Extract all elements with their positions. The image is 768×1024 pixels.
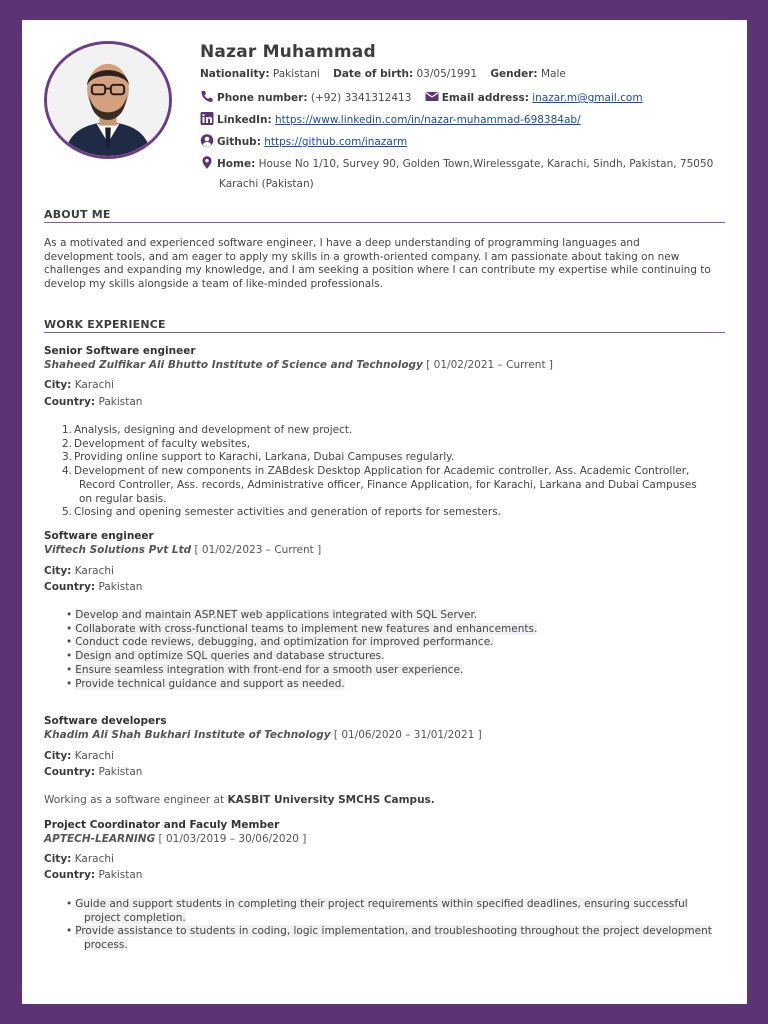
- about-line: develop my skills alongside a team of like-minded professionals.: [44, 278, 383, 291]
- item-text: Development of faculty websites,: [74, 437, 251, 450]
- dob-value: 03/05/1991: [416, 68, 478, 80]
- job-dates: [ 01/02/2021 – Current ]: [426, 359, 553, 371]
- list-item-continuation: [74, 479, 724, 493]
- item-text: Closing and opening semester activities and generation of reports for semesters.: [74, 506, 502, 519]
- job-organization: [44, 833, 306, 845]
- city-value: Karachi: [74, 750, 114, 762]
- item-text: Guide and support students in completing their project requirements within specified deadlines, ensuring successful: [75, 898, 688, 910]
- job-city: [44, 853, 114, 865]
- linkedin-icon: [200, 112, 214, 125]
- github-row: [200, 134, 407, 148]
- contact-row: [200, 90, 643, 104]
- job-title: Software developers: [44, 715, 167, 727]
- list-item: • Design and optimize SQL queries and database structures.: [66, 650, 385, 663]
- dob-label: Date of birth:: [333, 68, 414, 80]
- list-item: • Provide assistance to students in coding, logic implementation, and troubleshooting throughout the project development process.: [66, 925, 712, 952]
- item-text: on regular basis.: [79, 492, 167, 505]
- about-paragraph: [44, 237, 724, 292]
- list-item: 2. Development of faculty websites,: [62, 437, 251, 450]
- work-section-title: WORK EXPERIENCE: [44, 318, 725, 333]
- item-text: Record Controller, Ass. records, Administrative officer, Finance Application, for Karachi, Larkana and Dubai Campuses: [79, 478, 697, 491]
- list-item: 3. Providing online support to Karachi, Larkana, Dubai Campuses regularly.: [62, 451, 455, 464]
- about-line: As a motivated and experienced software engineer, I have a deep understanding of programming languages and: [44, 237, 640, 249]
- envelope-icon: [425, 90, 439, 103]
- profile-photo: [44, 41, 172, 159]
- github-link[interactable]: https://github.com/inazarm: [264, 136, 408, 148]
- phone-label: Phone number:: [217, 92, 308, 104]
- candidate-name: Nazar Muhammad: [200, 42, 376, 62]
- resume-page: [22, 20, 747, 1004]
- city-value: Karachi: [74, 853, 114, 865]
- about-line: challenges and expanding my knowledge, and I am seeking a position where I can contribute my expertise while continuing to: [44, 264, 711, 277]
- list-item: • Conduct code reviews, debugging, and optimization for improved performance.: [66, 636, 494, 649]
- job-country: [44, 869, 142, 881]
- email-label: Email address:: [441, 92, 529, 104]
- job-title: Software engineer: [44, 530, 154, 542]
- phone-value: (+92) 3341312413: [310, 92, 412, 104]
- home-address-line-2: Karachi (Pakistan): [219, 178, 314, 190]
- list-item: 1. Analysis, designing and development of new project.: [62, 424, 353, 436]
- item-text: Provide technical guidance and support as needed.: [75, 677, 345, 690]
- job-duties-list: [64, 609, 724, 691]
- github-label: Github:: [217, 136, 261, 148]
- job-duties-list: [64, 898, 724, 953]
- list-item: 4. Development of new components in ZABdesk Desktop Application for Academic controller, Ass. Academic Controller,: [62, 465, 690, 478]
- item-text-continuation: process.: [84, 939, 128, 952]
- job-dates: [ 01/02/2023 – Current ]: [194, 544, 322, 556]
- linkedin-link[interactable]: https://www.linkedin.com/in/nazar-muhammad-698384ab/: [275, 114, 581, 126]
- country-value: Pakistan: [98, 581, 143, 593]
- home-label: Home:: [217, 158, 256, 170]
- job-city: [44, 379, 114, 391]
- city-value: Karachi: [74, 379, 114, 391]
- job-organization: [44, 359, 553, 371]
- item-text-continuation: project completion.: [84, 911, 186, 924]
- item-text: Collaborate with cross-functional teams to implement new features and enhancements.: [75, 622, 538, 635]
- job-dates: [ 01/03/2019 – 30/06/2020 ]: [158, 833, 307, 845]
- country-value: Pakistan: [98, 766, 143, 778]
- job-organization: [44, 544, 321, 556]
- country-label: Country:: [44, 869, 96, 881]
- job-duties-list: [62, 424, 724, 520]
- item-text: Ensure seamless integration with front-end for a smooth user experience.: [75, 663, 464, 676]
- location-pin-icon: [200, 156, 214, 169]
- home-row: [200, 156, 713, 170]
- home-address-line-1: House No 1/10, Survey 90, Golden Town,Wirelessgate, Karachi, Sindh, Pakistan, 75050: [258, 158, 714, 170]
- linkedin-label: LinkedIn:: [217, 114, 272, 126]
- portrait-illustration: [47, 44, 169, 156]
- city-label: City:: [44, 379, 72, 391]
- city-label: City:: [44, 853, 72, 865]
- job-country: [44, 766, 142, 778]
- job-organization: [44, 729, 482, 741]
- item-text: Analysis, designing and development of new project.: [74, 424, 353, 436]
- personal-details-row: [200, 68, 566, 80]
- phone-icon: [200, 90, 214, 103]
- country-label: Country:: [44, 766, 96, 778]
- item-text: Development of new components in ZABdesk Desktop Application for Academic controller, Ass. Academic Controller,: [74, 465, 690, 478]
- item-text: Provide assistance to students in coding, logic implementation, and troubleshooting throughout the project development: [75, 925, 712, 938]
- list-item: • Collaborate with cross-functional teams to implement new features and enhancements.: [66, 622, 538, 635]
- gender-label: Gender:: [490, 68, 538, 80]
- job-note: [44, 794, 435, 806]
- job-dates: [ 01/06/2020 – 31/01/2021 ]: [333, 729, 482, 741]
- list-item: 5. Closing and opening semester activities and generation of reports for semesters.: [62, 506, 502, 519]
- city-label: City:: [44, 565, 72, 577]
- email-link[interactable]: inazar.m@gmail.com: [532, 92, 643, 104]
- nationality-label: Nationality:: [200, 68, 270, 80]
- list-item: • Provide technical guidance and support as needed.: [66, 677, 345, 690]
- list-item: • Ensure seamless integration with front-end for a smooth user experience.: [66, 663, 464, 676]
- job-country: [44, 396, 142, 408]
- employer-name: Viftech Solutions Pvt Ltd: [44, 544, 192, 556]
- country-label: Country:: [44, 396, 96, 408]
- city-label: City:: [44, 750, 72, 762]
- github-icon: [200, 134, 214, 147]
- job-city: [44, 750, 114, 762]
- note-emphasis: KASBIT University SMCHS Campus.: [227, 794, 435, 806]
- employer-name: Shaheed Zulfikar Ali Bhutto Institute of Science and Technology: [44, 359, 423, 371]
- country-value: Pakistan: [98, 396, 143, 408]
- list-item: • Develop and maintain ASP.NET web applications integrated with SQL Server.: [66, 609, 478, 621]
- item-text: Design and optimize SQL queries and database structures.: [75, 650, 385, 663]
- about-line: development tools, and am eager to apply my skills in a growth-oriented company. I am passionate about taking on new: [44, 250, 680, 263]
- job-country: [44, 581, 142, 593]
- item-text: Providing online support to Karachi, Larkana, Dubai Campuses regularly.: [74, 451, 455, 464]
- nationality-value: Pakistani: [272, 68, 320, 80]
- gender-value: Male: [540, 68, 566, 80]
- city-value: Karachi: [74, 565, 114, 577]
- item-text: Conduct code reviews, debugging, and optimization for improved performance.: [75, 636, 494, 649]
- employer-name: Khadim Ali Shah Bukhari Institute of Technology: [44, 729, 331, 741]
- about-section-title: ABOUT ME: [44, 208, 725, 223]
- job-title: Project Coordinator and Faculy Member: [44, 819, 280, 831]
- list-item-continuation: [74, 493, 724, 507]
- item-text: Develop and maintain ASP.NET web applications integrated with SQL Server.: [75, 609, 478, 621]
- job-title: Senior Software engineer: [44, 345, 196, 357]
- country-value: Pakistan: [98, 869, 143, 881]
- employer-name: APTECH-LEARNING: [44, 833, 156, 845]
- frame-top-band: [0, 0, 768, 20]
- note-text: Working as a software engineer at: [44, 794, 225, 806]
- job-city: [44, 565, 114, 577]
- country-label: Country:: [44, 581, 96, 593]
- linkedin-row: [200, 112, 581, 126]
- list-item: • Guide and support students in completing their project requirements within specified deadlines, ensuring successful project completion.: [66, 898, 688, 924]
